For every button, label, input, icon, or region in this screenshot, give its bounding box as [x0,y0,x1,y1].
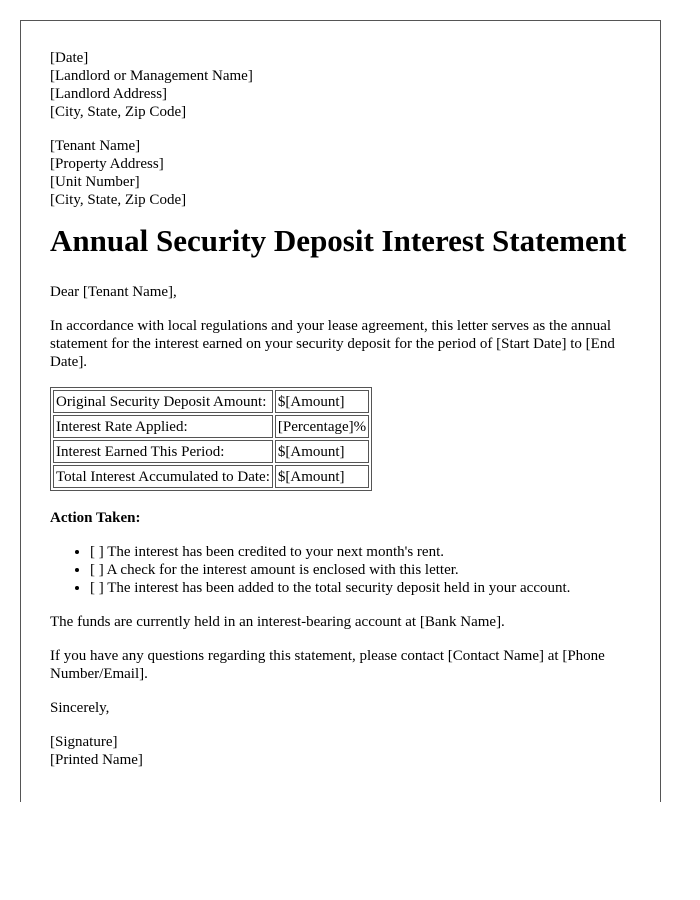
tenant-city-state-zip: [City, State, Zip Code] [50,192,187,208]
list-item: • [ ] The interest has been credited to your next month's rent. [90,543,630,561]
table-value-cell: $[Amount] [275,390,369,413]
property-address: [Property Address] [50,156,164,172]
landlord-address: [Landlord Address] [50,86,168,102]
letter-date: [Date] [50,50,89,66]
questions-paragraph: If you have any questions regarding this statement, please contact [Contact Name] at [Phone Number/Email]. [50,648,605,682]
action-taken-heading: Action Taken: [50,510,141,526]
recipient-block [50,137,630,209]
table-value-cell: $[Amount] [275,440,369,463]
page-title: Annual Security Deposit Interest Statement [50,223,627,258]
printed-name: [Printed Name] [50,752,143,768]
table-label-cell: Interest Rate Applied: [53,415,273,438]
intro-paragraph: In accordance with local regulations and your lease agreement, this letter serves as the annual statement for the interest earned on your security deposit for the period of [Start Date] to [End Date]. [50,318,615,370]
tenant-name: [Tenant Name] [50,138,141,154]
list-item: • [ ] The interest has been added to the total security deposit held in your account. [90,579,630,597]
landlord-name: [Landlord or Management Name] [50,68,253,84]
table-row [53,390,369,413]
signature-block [50,733,630,769]
funds-paragraph: The funds are currently held in an interest-bearing account at [Bank Name]. [50,614,505,630]
interest-summary-table [50,387,372,491]
closing: Sincerely, [50,700,110,716]
table-value-cell: $[Amount] [275,465,369,488]
action-list [50,543,630,597]
sender-block [50,49,630,121]
signature: [Signature] [50,734,118,750]
table-label-cell: Total Interest Accumulated to Date: [53,465,273,488]
landlord-city-state-zip: [City, State, Zip Code] [50,104,187,120]
letter-page [20,20,661,802]
table-row [53,440,369,463]
table-value-cell: [Percentage]% [275,415,369,438]
letter-content [50,49,630,769]
table-label-cell: Interest Earned This Period: [53,440,273,463]
table-label-cell: Original Security Deposit Amount: [53,390,273,413]
salutation: Dear [Tenant Name], [50,284,177,300]
table-row [53,415,369,438]
list-item: • [ ] A check for the interest amount is enclosed with this letter. [90,561,630,579]
table-row [53,465,369,488]
unit-number: [Unit Number] [50,174,140,190]
